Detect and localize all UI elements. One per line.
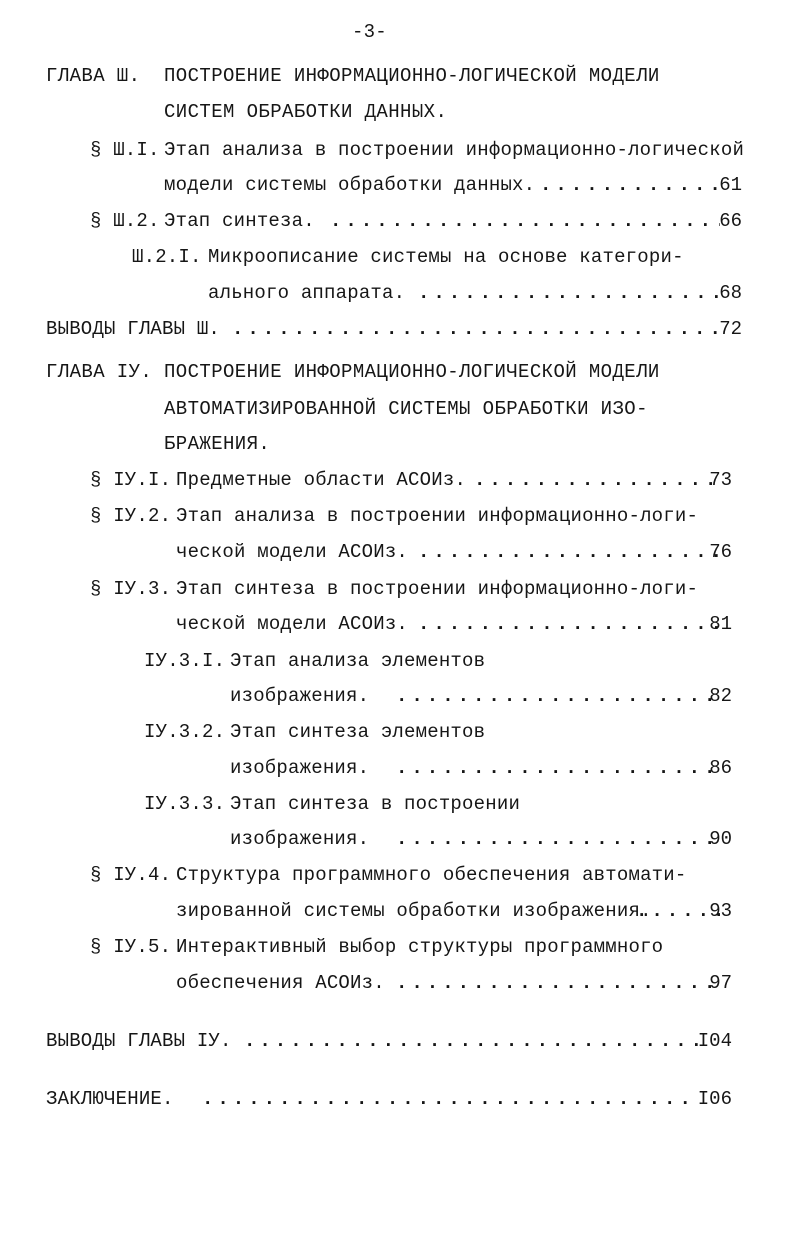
subsection-4-3-2-line2: изображения. xyxy=(230,757,370,779)
subsection-3-2-1-page: 68 xyxy=(719,282,742,304)
section-4-2-label: § IУ.2. xyxy=(90,505,172,527)
chapter-4-title-line3: БРАЖЕНИЯ. xyxy=(164,433,271,455)
section-3-2-label: § Ш.2. xyxy=(90,210,160,232)
conclusion-leader xyxy=(202,1087,698,1111)
section-4-1-label: § IУ.I. xyxy=(90,469,172,491)
section-4-1-page: 73 xyxy=(709,469,732,491)
subsection-4-3-2-page: 86 xyxy=(709,757,732,779)
chapter-3-conclusions-page: 72 xyxy=(719,318,742,340)
subsection-4-3-3-line2: изображения. xyxy=(230,828,370,850)
chapter-3-label: ГЛАВА Ш. xyxy=(46,65,141,87)
section-4-4-label: § IУ.4. xyxy=(90,864,172,886)
section-4-2-page: 76 xyxy=(709,541,732,563)
subsection-4-3-1-label: IУ.3.I. xyxy=(144,650,226,672)
section-3-1-line1: Этап анализа в построении информационно-логической xyxy=(164,139,745,161)
chapter-4-title-line2: АВТОМАТИЗИРОВАННОЙ СИСТЕМЫ ОБРАБОТКИ ИЗО- xyxy=(164,398,648,420)
section-4-5-line1: Интерактивный выбор структуры программного xyxy=(176,936,664,958)
section-4-1-line1: Предметные области АСОИз. xyxy=(176,469,467,491)
section-3-2-line1: Этап синтеза. xyxy=(164,210,315,232)
page-number: -3- xyxy=(352,21,387,43)
subsection-4-3-2-line1: Этап синтеза элементов xyxy=(230,721,486,743)
chapter-4-conclusions-label: ВЫВОДЫ ГЛАВЫ IУ. xyxy=(46,1030,232,1052)
chapter-3-title-line1: ПОСТРОЕНИЕ ИНФОРМАЦИОННО-ЛОГИЧЕСКОЙ МОДЕЛИ xyxy=(164,65,660,87)
section-3-1-page: 61 xyxy=(719,174,742,196)
subsection-3-2-1-label: Ш.2.I. xyxy=(132,246,202,268)
section-4-4-page: 93 xyxy=(709,900,732,922)
subsection-3-2-1-line2: ального аппарата. xyxy=(208,282,406,304)
chapter-4-title-line1: ПОСТРОЕНИЕ ИНФОРМАЦИОННО-ЛОГИЧЕСКОЙ МОДЕЛИ xyxy=(164,361,660,383)
chapter-3-conclusions-label: ВЫВОДЫ ГЛАВЫ Ш. xyxy=(46,318,221,340)
section-4-3-line2: ческой модели АСОИз. xyxy=(176,613,409,635)
section-4-2-line2: ческой модели АСОИз. xyxy=(176,541,409,563)
section-3-2-page: 66 xyxy=(719,210,742,232)
conclusion-label: ЗАКЛЮЧЕНИЕ. xyxy=(46,1088,174,1110)
section-4-3-label: § IУ.3. xyxy=(90,578,172,600)
section-4-3-page: 81 xyxy=(709,613,732,635)
chapter-4-label: ГЛАВА IУ. xyxy=(46,361,153,383)
section-4-4-line1: Структура программного обеспечения автомати- xyxy=(176,864,687,886)
section-4-4-line2: зированной системы обработки изображения. xyxy=(176,900,652,922)
subsection-4-3-2-label: IУ.3.2. xyxy=(144,721,226,743)
section-3-1-line2: модели системы обработки данных. xyxy=(164,174,536,196)
chapter-4-conclusions-leader xyxy=(244,1029,698,1053)
section-4-5-page: 97 xyxy=(709,972,732,994)
section-4-5-label: § IУ.5. xyxy=(90,936,172,958)
subsection-4-3-1-line2: изображения. xyxy=(230,685,370,707)
chapter-3-title-line2: СИСТЕМ ОБРАБОТКИ ДАННЫХ. xyxy=(164,101,448,123)
section-3-2-leader xyxy=(330,209,720,233)
conclusion-page: I06 xyxy=(697,1088,732,1110)
section-4-3-line1: Этап синтеза в построении информационно-логи- xyxy=(176,578,699,600)
subsection-4-3-3-line1: Этап синтеза в построении xyxy=(230,793,521,815)
subsection-3-2-1-line1: Микроописание системы на основе категори- xyxy=(208,246,684,268)
section-4-2-line1: Этап анализа в построении информационно-логи- xyxy=(176,505,699,527)
section-3-1-label: § Ш.I. xyxy=(90,139,160,161)
subsection-4-3-1-page: 82 xyxy=(709,685,732,707)
section-4-5-line2: обеспечения АСОИз. xyxy=(176,972,385,994)
subsection-4-3-3-page: 90 xyxy=(709,828,732,850)
subsection-4-3-3-label: IУ.3.3. xyxy=(144,793,226,815)
chapter-4-conclusions-page: I04 xyxy=(697,1030,732,1052)
subsection-4-3-1-line1: Этап анализа элементов xyxy=(230,650,486,672)
chapter-3-conclusions-leader xyxy=(232,317,720,341)
